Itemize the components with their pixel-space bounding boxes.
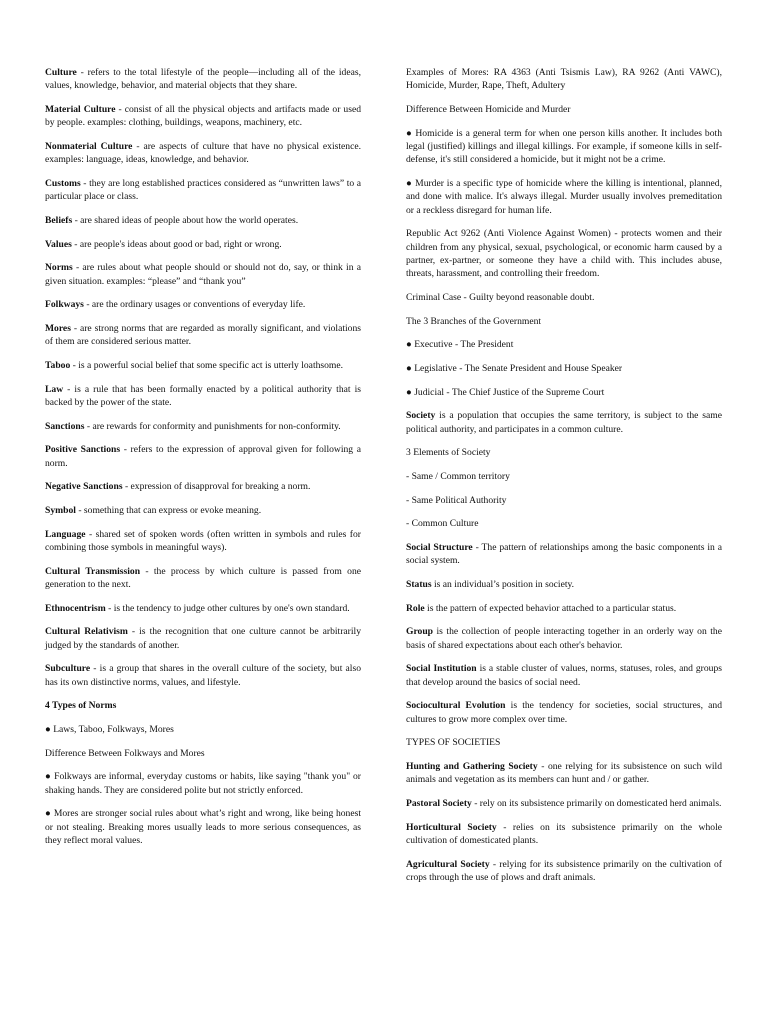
- definition-text: - is a powerful social belief that some specific act is utterly loathsome.: [70, 359, 344, 371]
- paragraph: [406, 578, 722, 591]
- definition-text: The 3 Branches of the Government: [406, 315, 542, 327]
- paragraph: [45, 261, 361, 288]
- paragraph: [406, 291, 722, 304]
- definition-text: - are the ordinary usages or conventions of everyday life.: [83, 299, 306, 311]
- definition-text: - they are long established practices considered as “unwritten laws” to a particular place or class.: [45, 177, 361, 203]
- definition-text: is a population that occupies the same territory, is subject to the same political authority, and participates in a common culture.: [406, 410, 722, 435]
- definition-text: - relies on its subsistence primarily on the whole cultivation of domesticated plants.: [406, 821, 723, 846]
- paragraph: [406, 227, 722, 280]
- term-label: Norms: [45, 262, 73, 274]
- paragraph: [406, 541, 722, 568]
- paragraph: [406, 699, 722, 726]
- paragraph: [406, 177, 722, 217]
- term-label: Symbol: [45, 505, 76, 516]
- term-label: Status: [406, 578, 432, 590]
- paragraph: [406, 362, 722, 375]
- definition-text: - refers to the expression of approval given for following a norm.: [45, 444, 362, 469]
- term-label: Values: [45, 238, 72, 250]
- definition-text: is the tendency for societies, social structures, and cultures to grow more complex over time.: [406, 700, 722, 725]
- paragraph: [406, 315, 722, 328]
- term-label: 4 Types of Norms: [45, 700, 117, 712]
- definition-text: is the collection of people interacting together in an orderly way on the basis of shared expectations about each other's behavior.: [406, 626, 722, 651]
- definition-text: is an individual’s position in society.: [431, 578, 575, 590]
- term-label: Group: [406, 626, 434, 638]
- definition-text: - refers to the total lifestyle of the people—including all of the ideas, values, knowledge, behavior, and material objects that they share.: [45, 67, 361, 92]
- paragraph: [45, 298, 361, 311]
- paragraph: [45, 770, 361, 797]
- term-label: Sociocultural Evolution: [406, 700, 506, 712]
- definition-text: ● Laws, Taboo, Folkways, Mores: [45, 724, 174, 735]
- term-label: Ethnocentrism: [45, 602, 106, 614]
- paragraph: [406, 446, 722, 459]
- paragraph: [45, 602, 361, 615]
- term-label: Language: [45, 528, 86, 540]
- definition-text: - rely on its subsistence primarily on domesticated herd animals.: [471, 797, 722, 809]
- paragraph: [406, 127, 722, 167]
- term-label: Folkways: [45, 299, 84, 311]
- paragraph: [45, 504, 361, 517]
- paragraph: [45, 140, 361, 167]
- definition-text: - are rules about what people should or should not do, say, or think in a given situation. examples: “please” and “thank you”: [45, 262, 361, 287]
- term-label: Sanctions: [45, 420, 85, 432]
- paragraph: [45, 66, 361, 93]
- term-label: Pastoral Society: [406, 797, 472, 809]
- term-label: Beliefs: [45, 214, 73, 226]
- term-label: Society: [406, 410, 436, 422]
- definition-text: - consist of all the physical objects and artifacts made or used by people. examples: clothing, buildings, weapons, machinery, etc.: [45, 103, 361, 129]
- left-column: [45, 66, 361, 858]
- paragraph: [406, 494, 722, 507]
- paragraph: [45, 807, 361, 847]
- paragraph: [45, 383, 361, 410]
- term-label: Positive Sanctions: [45, 444, 121, 456]
- paragraph: [406, 409, 722, 436]
- term-label: Subculture: [45, 663, 91, 675]
- term-label: Cultural Transmission: [45, 565, 141, 577]
- definition-text: - Same / Common territory: [406, 470, 510, 482]
- paragraph: [45, 420, 361, 433]
- paragraph: [45, 528, 361, 555]
- paragraph: [406, 797, 722, 810]
- paragraph: [45, 662, 361, 689]
- definition-text: ● Legislative - The Senate President and House Speaker: [406, 362, 623, 374]
- definition-text: - relying for its subsistence primarily on the cultivation of crops through the use of plows and draft animals.: [406, 858, 722, 883]
- definition-text: - one relying for its subsistence on such wild animals and vegetation as its members can hunt and / or gather.: [406, 760, 722, 786]
- paragraph: [45, 625, 361, 652]
- definition-text: Difference Between Folkways and Mores: [45, 747, 205, 759]
- paragraph: [406, 66, 722, 93]
- term-label: Nonmaterial Culture: [45, 140, 133, 152]
- paragraph: [45, 214, 361, 227]
- paragraph: [406, 103, 722, 116]
- definition-text: - are aspects of culture that have no physical existence. examples: language, ideas, knowledge, and behavior.: [45, 140, 362, 166]
- definition-text: Difference Between Homicide and Murder: [406, 103, 571, 115]
- definition-text: - something that can express or evoke meaning.: [75, 505, 262, 516]
- paragraph: [45, 359, 361, 372]
- definition-text: ● Judicial - The Chief Justice of the Supreme Court: [406, 386, 605, 398]
- definition-text: - are strong norms that are regarded as morally significant, and violations of them are considered serious matter.: [45, 322, 361, 348]
- paragraph: [45, 480, 361, 493]
- term-label: Horticultural Society: [406, 821, 497, 833]
- paragraph: [406, 338, 722, 351]
- paragraph: [45, 238, 361, 251]
- definition-text: - are people's ideas about good or bad, right or wrong.: [71, 238, 282, 250]
- definition-text: - are shared ideas of people about how the world operates.: [72, 214, 299, 226]
- definition-text: Examples of Mores: RA 4363 (Anti Tsismis Law), RA 9262 (Anti VAWC), Homicide, Murder, Rape, Theft, Adultery: [406, 67, 722, 92]
- paragraph: [45, 443, 361, 470]
- term-label: Mores: [45, 322, 71, 334]
- definition-text: - Common Culture: [406, 518, 479, 530]
- paragraph: [45, 103, 361, 130]
- definition-text: - expression of disapproval for breaking a norm.: [122, 481, 311, 493]
- definition-text: ● Folkways are informal, everyday customs or habits, like saying "thank you" or shaking hands. They are considered polite but not strictly enforced.: [45, 771, 361, 796]
- term-label: Social Structure: [406, 541, 473, 553]
- paragraph: [45, 565, 361, 592]
- paragraph: [406, 736, 722, 749]
- paragraph: [406, 858, 722, 885]
- definition-text: 3 Elements of Society: [406, 447, 491, 459]
- term-label: Material Culture: [45, 103, 116, 115]
- definition-text: - Same Political Authority: [406, 494, 507, 506]
- term-label: Customs: [45, 177, 81, 189]
- definition-text: ● Murder is a specific type of homicide where the killing is intentional, planned, and done with malice. It's always illegal. Murder usually involves premeditation or a reckless disregard for human life.: [406, 177, 722, 216]
- definition-text: - The pattern of relationships among the basic components in a social system.: [406, 541, 722, 567]
- paragraph: [406, 760, 722, 787]
- definition-text: - is a rule that has been formally enacted by a political authority that is backed by the power of the state.: [45, 383, 361, 408]
- right-column: [406, 66, 722, 895]
- paragraph: [406, 821, 722, 848]
- definition-text: - shared set of spoken words (often written in symbols and rules for combining those symbols in meaningful ways).: [45, 528, 361, 553]
- definition-text: is a stable cluster of values, norms, statuses, roles, and groups that develop around the basics of social need.: [406, 663, 722, 688]
- term-label: Cultural Relativism: [45, 626, 128, 638]
- definition-text: - the process by which culture is passed from one generation to the next.: [45, 565, 362, 590]
- definition-text: TYPES OF SOCIETIES: [406, 737, 501, 749]
- definition-text: - is the tendency to judge other cultures by one's own standard.: [105, 602, 350, 614]
- paragraph: [45, 177, 361, 204]
- term-label: Social Institution: [406, 663, 477, 675]
- term-label: Role: [406, 602, 425, 614]
- definition-text: - are rewards for conformity and punishments for non-conformity.: [84, 420, 341, 432]
- term-label: Agricultural Society: [406, 858, 490, 870]
- paragraph: [45, 699, 361, 712]
- paragraph: [406, 625, 722, 652]
- paragraph: [406, 517, 722, 530]
- definition-text: Republic Act 9262 (Anti Violence Against Women) - protects women and their children from any physical, sexual, psychological, or economic harm caused by a partner, ex-partner, or someone they have a child with. This includes abuse, threats, harassment, and controlling their freedom.: [406, 228, 722, 280]
- paragraph: [406, 470, 722, 483]
- term-label: Hunting and Gathering Society: [406, 760, 538, 772]
- paragraph: [406, 662, 722, 689]
- definition-text: ● Executive - The President: [406, 339, 514, 351]
- paragraph: [45, 322, 361, 349]
- term-label: Taboo: [45, 359, 71, 371]
- paragraph: [45, 747, 361, 760]
- term-label: Culture: [45, 67, 77, 78]
- definition-text: is the pattern of expected behavior attached to a particular status.: [424, 602, 677, 614]
- term-label: Negative Sanctions: [45, 481, 123, 493]
- term-label: Law: [45, 383, 64, 395]
- definition-text: - is a group that shares in the overall culture of the society, but also has its own distinctive norms, values, and lifestyle.: [45, 663, 361, 688]
- paragraph: [406, 386, 722, 399]
- definition-text: ● Mores are stronger social rules about what’s right and wrong, like being honest or not stealing. Breaking mores usually leads to more serious consequences, as they reflect moral values.: [45, 808, 361, 846]
- paragraph: [45, 723, 361, 736]
- definition-text: ● Homicide is a general term for when one person kills another. It includes both legal (justified) killings and illegal killings. For example, if someone kills in self-defense, it's still considered a homicide, but it might not be a crime.: [406, 127, 722, 166]
- definition-text: Criminal Case - Guilty beyond reasonable doubt.: [406, 291, 595, 303]
- definition-text: - is the recognition that one culture cannot be arbitrarily judged by the standards of another.: [45, 626, 361, 651]
- paragraph: [406, 602, 722, 615]
